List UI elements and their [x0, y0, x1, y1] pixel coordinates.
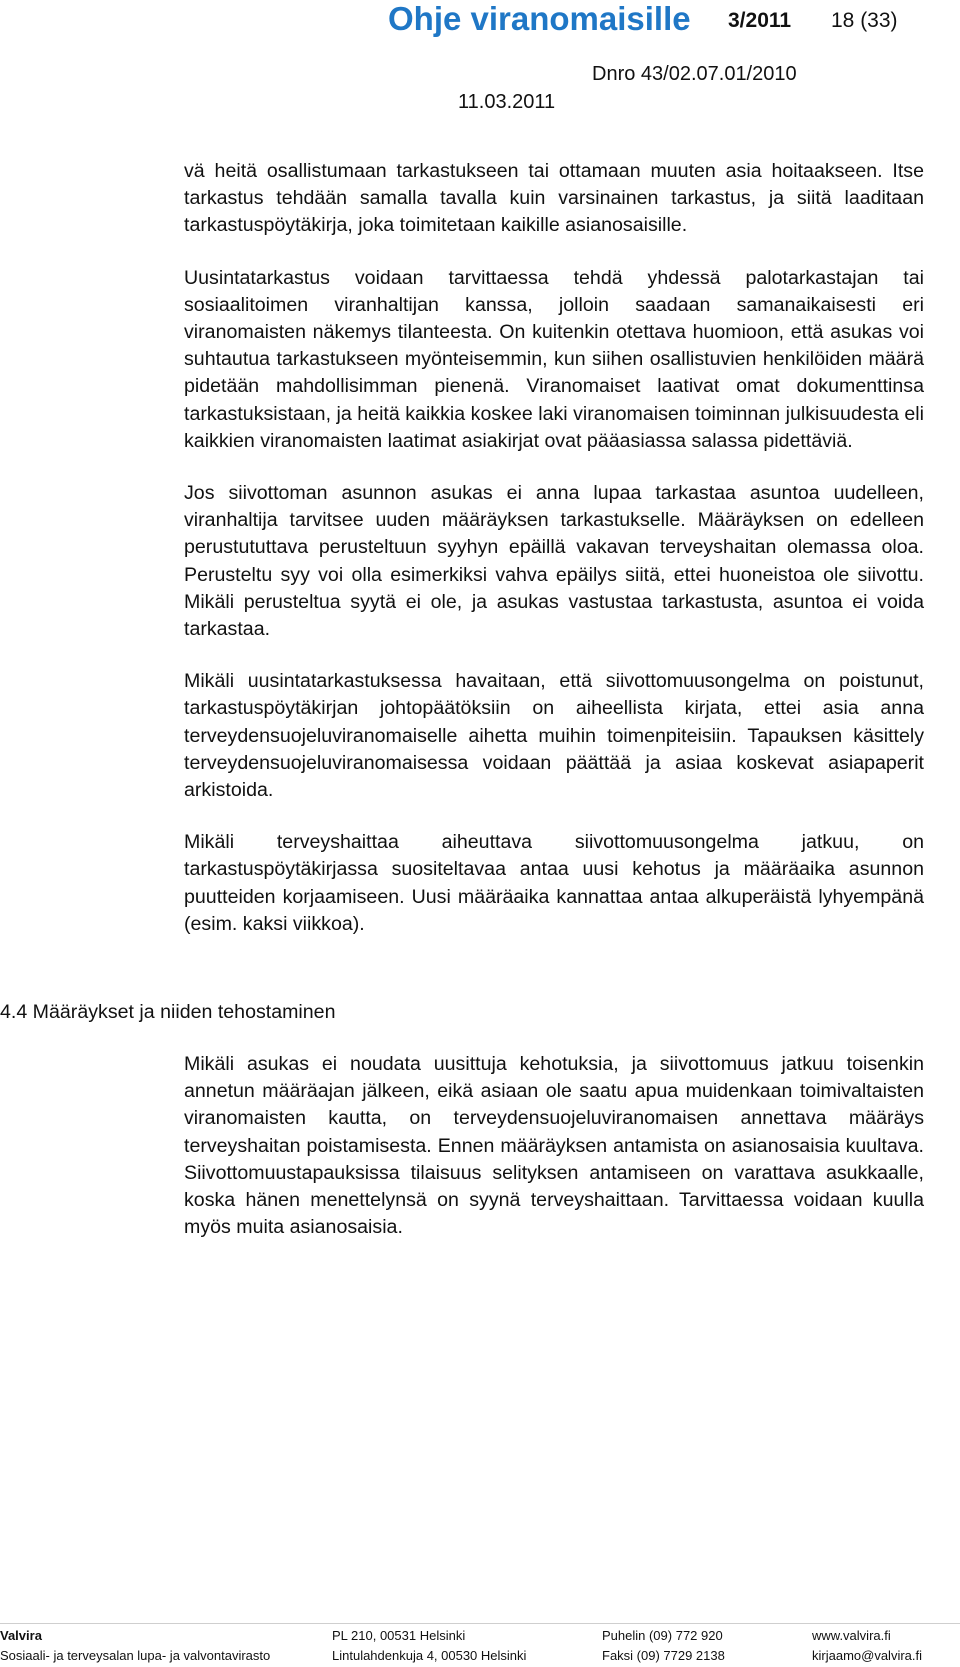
paragraph-4: Mikäli uusintatarkastuksessa havaitaan, että siivottomuusongelma on poistunut, tarkastuspöytäkirjan johtopäätöksiin on aiheellista kirjata, ettei asia anna terveydensuojeluviranomaiselle aihetta muihin toimenpiteisiin. Tapauksen käsittely terveydensuojeluviranomaisessa voidaan päättää ja asiaa koskevat asiapaperit arkistoida. — [184, 670, 924, 802]
paragraph-5: Mikäli terveyshaittaa aiheuttava siivottomuusongelma jatkuu, on tarkastuspöytäkirjassa suositeltavaa antaa uusi kehotus ja määräaika asunnon puutteiden korjaamiseen. Uusi määräaika kannattaa antaa alkuperäistä lyhyempänä (esim. kaksi viikkoa). — [184, 831, 924, 935]
document-date: 11.03.2011 — [458, 91, 556, 113]
issue-number: 3/2011 — [728, 9, 792, 32]
section-body — [184, 1051, 924, 1241]
document-title: Ohje viranomaisille — [388, 0, 691, 37]
paragraph-2: Uusintatarkastus voidaan tarvittaessa tehdä yhdessä palotarkastajan tai sosiaalitoimen viranhaltijan kanssa, jolloin saadaan samanaikaisesti eri viranomaisten näkemys tilanteesta. On kuitenkin otettava huomioon, että asukas voi suhtautua tarkastukseen myönteisemmin, kun siihen osallistuvien henkilöiden määrä pidetään mahdollisimman pienenä. Viranomaiset laativat omat dokumenttinsa tarkastuksistaan, ja heitä kaikkia koskee laki viranomaisen toiminnan julkisuudesta eli kaikkien viranomaisten laatimat asiakirjat ovat pääasiassa salassa pidettäviä. — [184, 266, 924, 452]
footer-po-box: PL 210, 00531 Helsinki — [332, 1628, 466, 1643]
footer-email: kirjaamo@valvira.fi — [812, 1648, 922, 1663]
document-reference: Dnro 43/02.07.01/2010 — [592, 63, 797, 85]
page-number: 18 (33) — [831, 9, 898, 32]
paragraph-3: Jos siivottoman asunnon asukas ei anna lupaa tarkastaa asuntoa uudelleen, viranhaltija tarvitsee uuden määräyksen tarkastukselle. Määräyksen on edelleen perustututtava perusteltuun syyhyn epäillä vakavan terveyshaitan olemassa oloa. Perusteltu syy voi olla esimerkiksi vahva epäilys siitä, ettei huoneistoa ole siivottu. Mikäli perusteltua syytä ei ole, ja asukas vastustaa tarkastusta, asuntoa ei voida tarkastaa. — [184, 482, 924, 641]
footer-org-name: Valvira — [0, 1628, 42, 1643]
footer-divider — [0, 1623, 960, 1624]
footer-website: www.valvira.fi — [812, 1628, 891, 1643]
paragraph-1: vä heitä osallistumaan tarkastukseen tai ottamaan muuten asia hoitaakseen. Itse tarkastus tehdään samalla tavalla kuin varsinainen tarkastus, ja siitä laaditaan tarkastuspöytäkirja, joka toimitetaan kaikille asianosaisille. — [184, 160, 924, 237]
footer-phone: Puhelin (09) 772 920 — [602, 1628, 723, 1643]
section-heading: 4.4 Määräykset ja niiden tehostaminen — [0, 1001, 336, 1023]
footer-street-address: Lintulahdenkuja 4, 00530 Helsinki — [332, 1648, 527, 1663]
footer-fax: Faksi (09) 7729 2138 — [602, 1648, 725, 1663]
footer-org-description: Sosiaali- ja terveysalan lupa- ja valvontavirasto — [0, 1648, 271, 1663]
body-text — [184, 158, 924, 938]
section-paragraph: Mikäli asukas ei noudata uusittuja kehotuksia, ja siivottomuus jatkuu toisenkin annetun määräajan jälkeen, eikä asiaan ole saatu apua muidenkaan toimivaltaisten viranomaisten kautta, on terveydensuojeluviranomaisen annettava määräys terveyshaitan poistamisesta. Ennen määräyksen antamista on asianosaisia kuultava. Siivottomuustapauksissa tilaisuus selityksen antamiseen on varattava asukkaalle, koska hänen menettelynsä on syynä terveyshaittaan. Tarvittaessa voidaan kuulla myös muita asianosaisia. — [184, 1053, 924, 1239]
